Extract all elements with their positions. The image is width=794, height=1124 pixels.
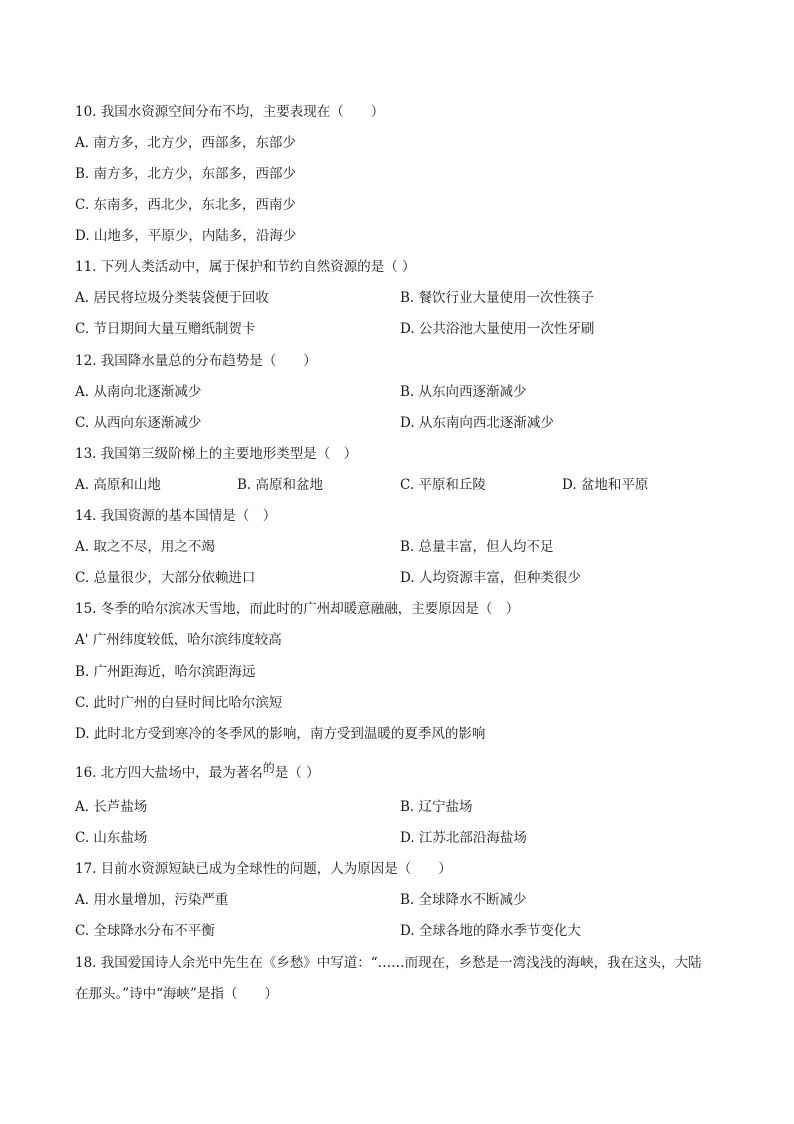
question-14-option-d: D. 人均资源丰富，但种类很少	[400, 570, 581, 586]
question-13-option-c: C. 平原和丘陵	[400, 477, 486, 493]
question-16-stem-after: 是（ ）	[274, 765, 320, 781]
question-10-option-b: B. 南方多，北方少，东部多，西部少	[75, 166, 297, 182]
question-14-option-c: C. 总量很少，大部分依赖进口	[75, 570, 256, 586]
question-12-stem: 12. 我国降水量总的分布趋势是（ ）	[75, 353, 317, 369]
question-15-option-d: D. 此时北方受到寒冷的冬季风的影响，南方受到温暖的夏季风的影响	[75, 726, 486, 742]
question-17-stem: 17. 目前水资源短缺已成为全球性的问题，人为原因是（ ）	[75, 861, 452, 877]
question-16-option-c: C. 山东盐场	[75, 830, 148, 846]
question-13-option-b: B. 高原和盆地	[237, 477, 324, 493]
question-10-option-d: D. 山地多，平原少，内陆多，沿海少	[75, 228, 297, 244]
question-11-option-c: C. 节日期间大量互赠纸制贺卡	[75, 321, 256, 337]
question-15-option-c: C. 此时广州的白昼时间比哈尔滨短	[75, 695, 283, 711]
question-12-option-c: C. 从西向东逐渐减少	[75, 415, 202, 431]
question-11-option-a: A. 居民将垃圾分类装袋便于回收	[75, 290, 269, 306]
question-14-option-b: B. 总量丰富，但人均不足	[400, 539, 554, 555]
question-12-option-b: B. 从东向西逐渐减少	[400, 384, 527, 400]
question-15-option-a: A' 广州纬度较低，哈尔滨纬度较高	[75, 632, 282, 648]
question-12-option-d: D. 从东南向西北逐渐减少	[400, 415, 554, 431]
question-10-stem: 10. 我国水资源空间分布不均，主要表现在（ ）	[75, 104, 385, 120]
question-11-stem: 11. 下列人类活动中，属于保护和节约自然资源的是（ ）	[75, 259, 416, 275]
question-18-stem-line-2: 在那头。”诗中“海峡”是指（ ）	[75, 986, 278, 1002]
question-10-option-c: C. 东南多，西北少，东北多，西南少	[75, 197, 296, 213]
question-11-option-b: B. 餐饮行业大量使用一次性筷子	[400, 290, 595, 306]
question-17-option-d: D. 全球各地的降水季节变化大	[400, 923, 581, 939]
question-11-option-d: D. 公共浴池大量使用一次性牙刷	[400, 321, 595, 337]
question-13-option-d: D. 盆地和平原	[562, 477, 649, 493]
question-16-stem	[75, 761, 320, 782]
question-17-option-a: A. 用水量增加，污染严重	[75, 892, 229, 908]
question-10-option-a: A. 南方多，北方少，西部多，东部少	[75, 135, 296, 151]
question-13-option-a: A. 高原和山地	[75, 477, 161, 493]
question-14-stem: 14. 我国资源的基本国情是（ ）	[75, 508, 277, 524]
question-15-option-b: B. 广州距海近，哈尔滨距海远	[75, 664, 256, 680]
question-16-option-d: D. 江苏北部沿海盐场	[400, 830, 527, 846]
question-18-stem-line-1: 18. 我国爱国诗人余光中先生在《乡愁》中写道：“……而现在，乡愁是一湾浅浅的海峡，我在这头，大陆	[75, 955, 702, 971]
question-17-option-b: B. 全球降水不断减少	[400, 892, 527, 908]
question-16-option-b: B. 辽宁盐场	[400, 799, 473, 815]
question-16-stem-before: 16. 北方四大盐场中，最为著名	[75, 765, 263, 781]
question-15-stem: 15. 冬季的哈尔滨冰天雪地，而此时的广州却暖意融融，主要原因是（ ）	[75, 601, 520, 617]
question-12-option-a: A. 从南向北逐渐减少	[75, 384, 202, 400]
question-16-stem-superscript: 的	[262, 761, 275, 775]
question-16-option-a: A. 长芦盐场	[75, 799, 148, 815]
question-13-stem: 13. 我国第三级阶梯上的主要地形类型是（ ）	[75, 446, 358, 462]
question-14-option-a: A. 取之不尽，用之不竭	[75, 539, 215, 555]
question-17-option-c: C. 全球降水分布不平衡	[75, 923, 215, 939]
